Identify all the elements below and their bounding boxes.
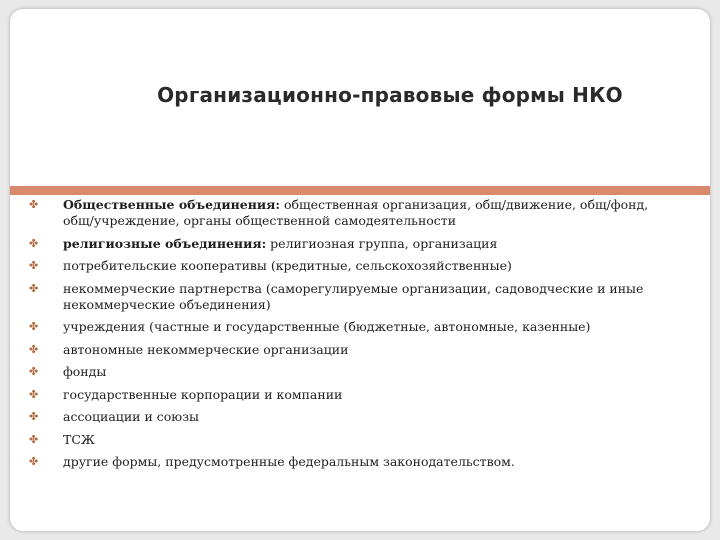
item-text: автономные некоммерческие организации — [63, 341, 349, 357]
list-item — [27, 387, 657, 403]
item-text: ассоциации и союзы — [63, 409, 199, 424]
bullet-icon: ✤ — [29, 387, 39, 401]
item-bold: религиозные объединения: — [63, 235, 267, 251]
slide-title: Организационно-правовые формы НКО — [157, 83, 623, 107]
bullet-icon: ✤ — [29, 198, 39, 211]
bullet-icon: ✤ — [29, 281, 39, 295]
bullet-icon: ✤ — [29, 236, 39, 250]
item-text: ТСЖ — [63, 431, 95, 447]
slide — [9, 8, 711, 532]
list-item — [27, 342, 657, 358]
list-item — [27, 454, 657, 470]
list-item — [27, 281, 657, 313]
item-text: некоммерческие партнерства (саморегулируемые организации, садоводческие и иные некоммерческие объединения) — [63, 280, 644, 312]
list-item — [27, 197, 657, 229]
item-text: учреждения (частные и государственные (бюджетные, автономные, казенные) — [63, 319, 591, 334]
bullet-icon: ✤ — [29, 259, 39, 272]
bullet-icon: ✤ — [29, 410, 39, 423]
bullet-icon: ✤ — [29, 455, 39, 468]
bullet-icon: ✤ — [29, 342, 39, 356]
list-item — [27, 409, 657, 425]
org-forms-list — [27, 197, 657, 477]
item-text: фонды — [63, 364, 107, 379]
bullet-icon: ✤ — [29, 320, 39, 333]
list-item — [27, 432, 657, 448]
item-text: религиозная группа, организация — [266, 235, 498, 251]
list-item — [27, 364, 657, 380]
bullet-icon: ✤ — [29, 432, 39, 446]
bullet-icon: ✤ — [29, 365, 39, 378]
item-text: государственные корпорации и компании — [63, 386, 343, 402]
item-bold: Общественные объединения: — [63, 197, 281, 212]
list-item — [27, 319, 657, 335]
item-text: потребительские кооперативы (кредитные, сельскохозяйственные) — [63, 258, 512, 273]
list-item — [27, 236, 657, 252]
item-text: другие формы, предусмотренные федеральным законодательством. — [63, 454, 515, 469]
title-divider — [9, 186, 711, 195]
item-text: общественная организация, общ/движение, общ/фонд, общ/учреждение, органы общественной самодеятельности — [63, 197, 649, 228]
list-item — [27, 258, 657, 274]
